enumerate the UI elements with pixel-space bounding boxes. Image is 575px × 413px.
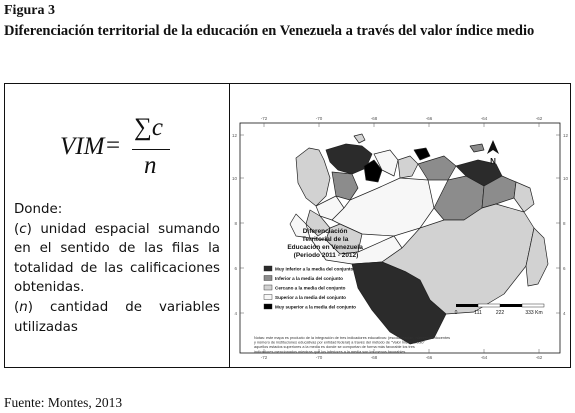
right-tick-label: 4 xyxy=(563,311,566,316)
formula-description xyxy=(14,200,220,337)
bottom-tick-label: -66 xyxy=(425,355,433,360)
map-title: Diferenciación Territorial de la Educación en Venezuela (Periodo 2011 - 2012) xyxy=(287,228,363,259)
top-tick-label: -68 xyxy=(370,116,378,121)
figure-source: Fuente: Montes, 2013 xyxy=(4,395,123,410)
figure-label: Figura 3 xyxy=(4,3,55,18)
top-tick-label: -64 xyxy=(480,116,488,121)
scale-label: 0 xyxy=(454,310,458,316)
right-tick-label: 10 xyxy=(563,176,569,181)
figure-title: Diferenciación territorial de la educación en Venezuela a través del valor índice medio xyxy=(4,23,535,39)
left-tick-label: 12 xyxy=(231,133,237,138)
item-c-variable: c xyxy=(19,221,27,237)
top-tick-label: -62 xyxy=(535,116,543,121)
scale-label: 111 xyxy=(474,310,482,316)
item-n-variable: n xyxy=(19,299,28,315)
vim-formula xyxy=(60,114,190,184)
north-label: N xyxy=(490,157,496,166)
description-item-c: (c) unidad espacial sumando en el sentido de las filas la totalidad de las calificaciones obtenidas. xyxy=(14,221,220,296)
numerator-variable: c xyxy=(151,114,163,141)
formula-denominator: n xyxy=(144,152,157,179)
legend-swatch xyxy=(264,266,272,271)
left-tick-label: 8 xyxy=(234,221,237,226)
item-c-text: unidad espacial sumando en el sentido de las filas la totalidad de las calificaciones obtenidas. xyxy=(14,221,220,296)
map-note: Notas: este mapa es producto de la integración de tres indicadores educativos: (escolarización, número de docentes y número de instituciones educativas por entidad federal) a través del método de "Valor Índice Medio" aquellos estados superiores a la media es donde se comportan de forma más favorable los tres indicadores mencionados mientras que los inferiores a la media son los menos favorables. xyxy=(254,336,451,354)
sum-symbol: ∑ xyxy=(134,114,152,141)
top-tick-label: -70 xyxy=(315,116,323,121)
legend-swatch xyxy=(264,276,272,281)
bottom-tick-label: -72 xyxy=(260,355,268,360)
description-item-n: (n) cantidad de variables utilizadas xyxy=(14,299,220,335)
bottom-tick-label: -70 xyxy=(315,355,323,360)
description-heading: Donde: xyxy=(14,202,63,217)
scale-label: 222 xyxy=(495,310,505,316)
right-tick-label: 6 xyxy=(563,266,566,271)
left-tick-label: 4 xyxy=(234,311,237,316)
legend-swatch xyxy=(264,285,272,290)
right-tick-label: 8 xyxy=(563,221,566,226)
formula-lhs: VIM xyxy=(60,133,105,160)
formula-equals: = xyxy=(106,132,121,159)
bottom-tick-label: -68 xyxy=(370,355,378,360)
legend-swatch xyxy=(264,304,272,309)
formula-numerator xyxy=(134,114,163,142)
venezuela-map-panel xyxy=(231,88,569,368)
top-tick-label: -72 xyxy=(260,116,268,121)
bottom-tick-label: -62 xyxy=(535,355,543,360)
bottom-tick-label: -64 xyxy=(480,355,488,360)
venezuela-map xyxy=(231,88,569,363)
legend-swatch xyxy=(264,295,272,300)
map-title-line: Diferenciación xyxy=(302,228,348,235)
item-n-text: cantidad de variables utilizadas xyxy=(14,299,220,335)
legend-label: Superior a la media del conjunto xyxy=(275,295,346,300)
top-tick-label: -66 xyxy=(425,116,433,121)
fraction-bar xyxy=(132,149,170,150)
right-tick-label: 12 xyxy=(563,133,569,138)
legend-label: Cercano a la media del conjunto xyxy=(275,285,346,291)
scale-label: 333 Km xyxy=(525,310,543,316)
frame-divider xyxy=(229,83,230,368)
map-period: (Periodo 2011 - 2012) xyxy=(293,252,359,259)
legend-label: Muy inferior a la media del conjunto xyxy=(275,266,354,272)
left-tick-label: 10 xyxy=(231,176,237,181)
legend-label: Muy superior a la media del conjunto xyxy=(275,304,356,310)
legend-label: Inferior a la media del conjunto xyxy=(275,276,343,281)
left-tick-label: 6 xyxy=(234,266,237,271)
